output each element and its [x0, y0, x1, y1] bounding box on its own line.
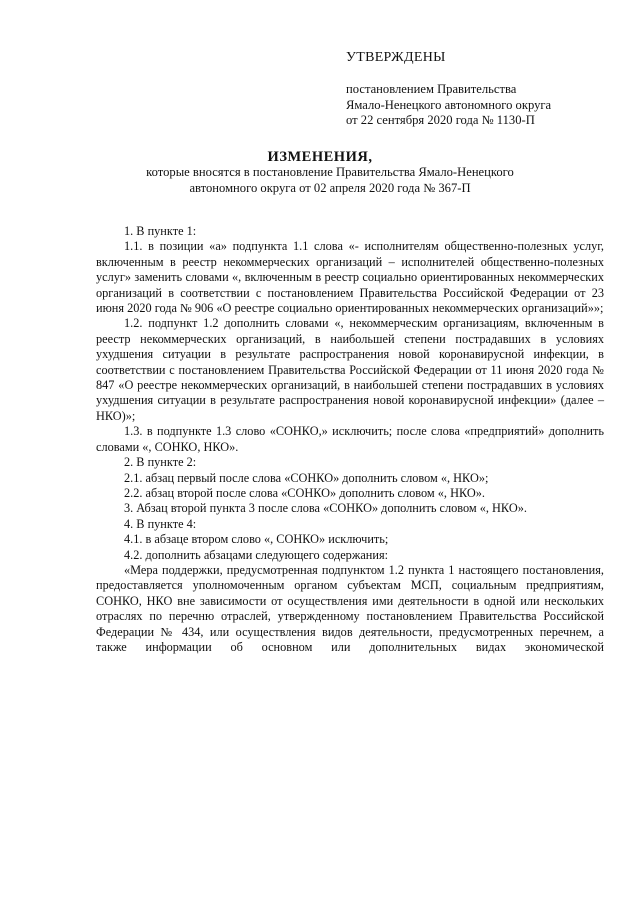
subtitle-line: которые вносятся в постановление Правительства Ямало-Ненецкого [146, 165, 514, 179]
approval-line: от 22 сентября 2020 года № 1130-П [346, 113, 535, 127]
paragraph: 1.3. в подпункте 1.3 слово «СОНКО,» исключить; после слова «предприятий» дополнить словами «, СОНКО, НКО». [96, 424, 604, 454]
paragraph: 4.1. в абзаце втором слово «, СОНКО» исключить; [124, 532, 389, 547]
document-body [96, 224, 604, 655]
subtitle-line: автономного округа от 02 апреля 2020 года № 367-П [189, 180, 471, 195]
document-title: ИЗМЕНЕНИЯ, [267, 149, 373, 165]
approval-line: постановлением Правительства [346, 82, 517, 96]
paragraph: «Мера поддержки, предусмотренная подпунктом 1.2 пункта 1 настоящего постановления, предоставляется уполномоченным органом субъектам МСП, социальным предприятиям, СОНКО, НКО вне зависимости от осуществления ими деятельности в одной или нескольких отраслях по перечню отраслей, утвержденному постановлением Правительства Российской Федерации № 434, или осуществления видов деятельности, предусмотренных перечнем, а также информации об основном или дополнительных видах экономической [96, 562, 604, 654]
approval-block [346, 82, 551, 129]
paragraph: 1.1. в позиции «а» подпункта 1.1 слова «- исполнителям общественно-полезных услуг, включенным в реестр некоммерческих организаций – исполнителей общественно-полезных услуг» заменить словами «, включенным в реестр социально ориентированных некоммерческих организаций в соответствии с постановлением Правительства Российской Федерации от 23 июня 2020 года № 906 «О реестре социально ориентированных некоммерческих организаций»»; [96, 239, 604, 316]
approval-line: Ямало-Ненецкого автономного округа [346, 97, 552, 112]
document-subtitle [100, 165, 560, 196]
paragraph: 4. В пункте 4: [124, 516, 197, 531]
paragraph: 3. Абзац второй пункта 3 после слова «СОНКО» дополнить словом «, НКО». [124, 501, 527, 516]
paragraph: 2. В пункте 2: [124, 455, 197, 470]
paragraph: 2.2. абзац второй после слова «СОНКО» дополнить словом «, НКО». [124, 485, 485, 500]
paragraph: 1.2. подпункт 1.2 дополнить словами «, некоммерческим организациям, включенным в реестр некоммерческих организаций, в наибольшей степени пострадавших в условиях ухудшения ситуации в результате распространения новой коронавирусной инфекции, в соответствии с постановлением Правительства Российской Федерации от 11 июня 2020 года № 847 «О реестре некоммерческих организаций, в наибольшей степени пострадавших в условиях ухудшения ситуации в результате распространения новой коронавирусной инфекции» (далее – НКО)»; [96, 316, 604, 423]
paragraph: 4.2. дополнить абзацами следующего содержания: [124, 547, 389, 562]
approval-heading: УТВЕРЖДЕНЫ [346, 50, 446, 65]
paragraph: 1. В пункте 1: [124, 224, 197, 238]
paragraph: 2.1. абзац первый после слова «СОНКО» дополнить словом «, НКО»; [124, 470, 489, 485]
